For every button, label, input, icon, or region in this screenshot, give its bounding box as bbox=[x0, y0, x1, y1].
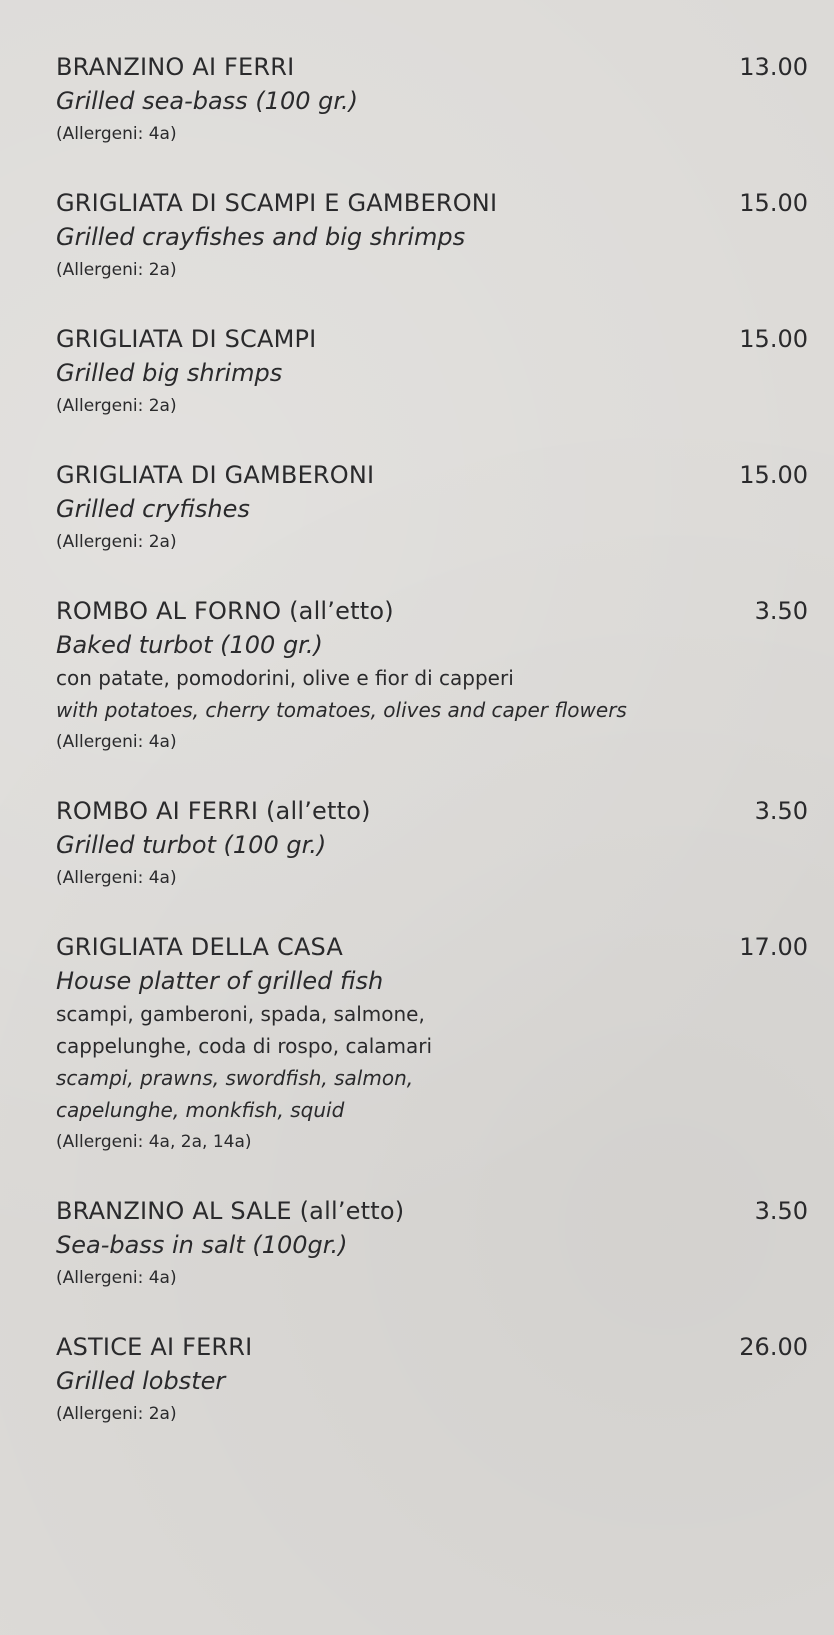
menu-item-description-english: capelunghe, monkfish, squid bbox=[56, 1098, 345, 1122]
menu-item-name: GRIGLIATA DI SCAMPI E GAMBERONI bbox=[56, 189, 498, 217]
menu-item-name: ROMBO AI FERRI (all’etto) bbox=[56, 797, 371, 825]
menu-item-price: 26.00 bbox=[739, 1333, 808, 1361]
menu-item-price: 3.50 bbox=[754, 597, 808, 625]
menu-item-price: 3.50 bbox=[754, 1197, 808, 1225]
menu-item-allergens: (Allergeni: 2a) bbox=[56, 532, 177, 552]
menu-item-branzino-al-sale bbox=[56, 1194, 808, 1294]
menu-item-price: 13.00 bbox=[739, 53, 808, 81]
menu-item-branzino-ai-ferri bbox=[56, 50, 808, 150]
menu-item-allergens: (Allergeni: 2a) bbox=[56, 396, 177, 416]
menu-item-allergens: (Allergeni: 2a) bbox=[56, 1404, 177, 1424]
menu-list bbox=[56, 50, 808, 1466]
menu-item-price: 15.00 bbox=[739, 461, 808, 489]
menu-item-header bbox=[56, 322, 808, 356]
menu-item-description-english: with potatoes, cherry tomatoes, olives and caper flowers bbox=[56, 698, 627, 722]
menu-item-astice-ai-ferri bbox=[56, 1330, 808, 1430]
menu-item-allergens: (Allergeni: 4a, 2a, 14a) bbox=[56, 1132, 252, 1152]
menu-item-allergens: (Allergeni: 4a) bbox=[56, 868, 177, 888]
menu-item-allergens: (Allergeni: 4a) bbox=[56, 124, 177, 144]
menu-item-grigliata-gamberoni bbox=[56, 458, 808, 558]
menu-item-english-name: House platter of grilled fish bbox=[56, 967, 384, 995]
menu-item-header bbox=[56, 594, 808, 628]
menu-item-grigliata-scampi-gamberoni bbox=[56, 186, 808, 286]
menu-item-name: GRIGLIATA DELLA CASA bbox=[56, 933, 344, 961]
menu-item-header bbox=[56, 794, 808, 828]
menu-item-price: 3.50 bbox=[754, 797, 808, 825]
menu-item-header bbox=[56, 186, 808, 220]
menu-item-english-name: Grilled sea-bass (100 gr.) bbox=[56, 87, 359, 115]
menu-item-english-name: Grilled cryfishes bbox=[56, 495, 250, 523]
menu-item-allergens: (Allergeni: 2a) bbox=[56, 260, 177, 280]
menu-item-header bbox=[56, 930, 808, 964]
menu-item-allergens: (Allergeni: 4a) bbox=[56, 732, 177, 752]
menu-item-rombo-ai-ferri bbox=[56, 794, 808, 894]
menu-item-description-english: scampi, prawns, swordfish, salmon, bbox=[56, 1066, 414, 1090]
menu-item-header bbox=[56, 458, 808, 492]
menu-item-description-italian: scampi, gamberoni, spada, salmone, bbox=[56, 1002, 425, 1026]
menu-item-english-name: Grilled crayfishes and big shrimps bbox=[56, 223, 466, 251]
menu-item-name: ROMBO AL FORNO (all’etto) bbox=[56, 597, 394, 625]
menu-item-header bbox=[56, 50, 808, 84]
menu-item-english-name: Grilled big shrimps bbox=[56, 359, 283, 387]
menu-item-english-name: Grilled turbot (100 gr.) bbox=[56, 831, 327, 859]
menu-item-grigliata-della-casa bbox=[56, 930, 808, 1158]
menu-item-name: ASTICE AI FERRI bbox=[56, 1333, 253, 1361]
menu-item-price: 15.00 bbox=[739, 325, 808, 353]
menu-item-description-italian: cappelunghe, coda di rospo, calamari bbox=[56, 1034, 433, 1058]
menu-item-header bbox=[56, 1194, 808, 1228]
menu-item-price: 15.00 bbox=[739, 189, 808, 217]
menu-item-rombo-al-forno bbox=[56, 594, 808, 758]
menu-item-price: 17.00 bbox=[739, 933, 808, 961]
menu-item-name: BRANZINO AI FERRI bbox=[56, 53, 295, 81]
menu-item-english-name: Baked turbot (100 gr.) bbox=[56, 631, 323, 659]
menu-item-name: GRIGLIATA DI GAMBERONI bbox=[56, 461, 375, 489]
menu-item-name: GRIGLIATA DI SCAMPI bbox=[56, 325, 317, 353]
menu-item-english-name: Sea-bass in salt (100gr.) bbox=[56, 1231, 348, 1259]
menu-item-name: BRANZINO AL SALE (all’etto) bbox=[56, 1197, 405, 1225]
menu-item-grigliata-scampi bbox=[56, 322, 808, 422]
menu-item-description-italian: con patate, pomodorini, olive e fior di capperi bbox=[56, 666, 514, 690]
menu-item-english-name: Grilled lobster bbox=[56, 1367, 226, 1395]
menu-item-allergens: (Allergeni: 4a) bbox=[56, 1268, 177, 1288]
menu-item-header bbox=[56, 1330, 808, 1364]
